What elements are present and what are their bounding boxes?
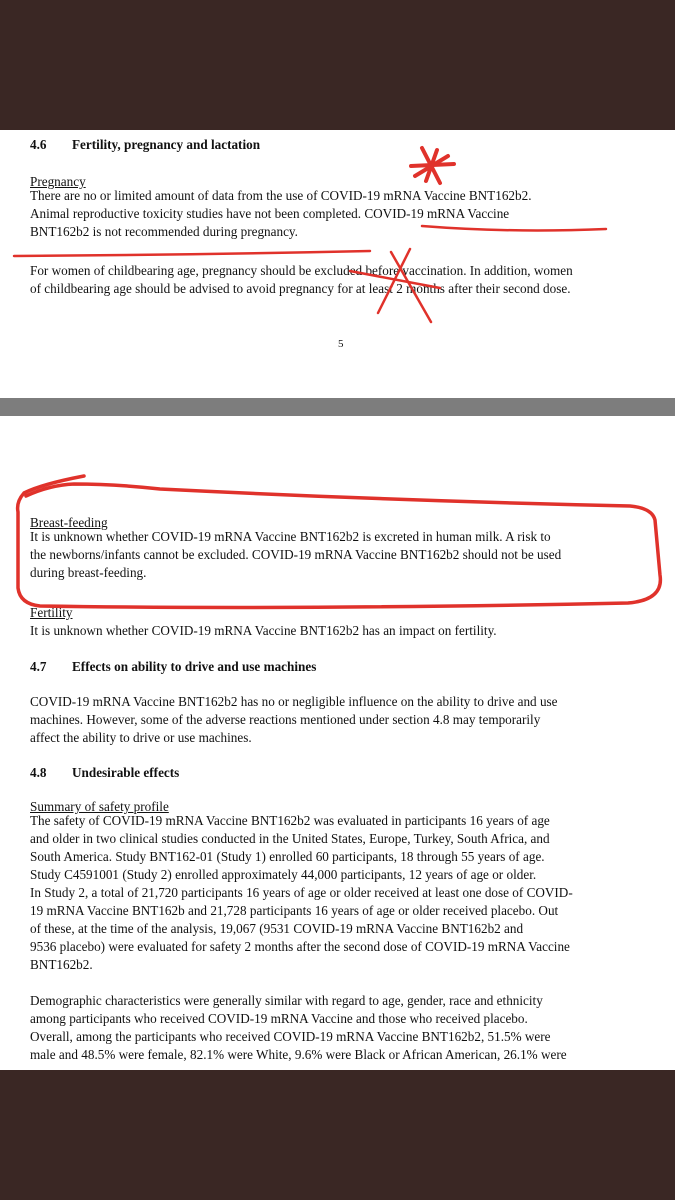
- breast-feeding-line: during breast-feeding.: [30, 565, 147, 580]
- breast-feeding-line: It is unknown whether COVID-19 mRNA Vaccine BNT162b2 is excreted in human milk. A risk to: [30, 529, 551, 544]
- safety-line: and older in two clinical studies conducted in the United States, Europe, Turkey, South Africa, and: [30, 831, 550, 846]
- safety-line: 19 mRNA Vaccine BNT162b and 21,728 participants 16 years of age or older received placebo. Out: [30, 903, 559, 918]
- demographics-line: Overall, among the participants who received COVID-19 mRNA Vaccine BNT162b2, 51.5% were: [30, 1029, 551, 1044]
- safety-line: Study C4591001 (Study 2) enrolled approximately 44,000 participants, 12 years of age or older.: [30, 867, 537, 882]
- safety-line: of these, at the time of the analysis, 19,067 (9531 COVID-19 mRNA Vaccine BNT162b2 and: [30, 921, 524, 936]
- section-title: Undesirable effects: [72, 765, 180, 780]
- document-page-1: [0, 130, 675, 398]
- pregnancy-line: There are no or limited amount of data from the use of COVID-19 mRNA Vaccine BNT162b2.: [30, 188, 532, 203]
- pregnancy-line: BNT162b2 is not recommended during pregnancy.: [30, 224, 298, 239]
- section-number: 4.7: [30, 659, 47, 674]
- safety-line: The safety of COVID-19 mRNA Vaccine BNT162b2 was evaluated in participants 16 years of age: [30, 813, 550, 828]
- pregnancy-heading: Pregnancy: [30, 174, 86, 189]
- safety-line: In Study 2, a total of 21,720 participants 16 years of age or older received at least one dose of COVID-: [30, 885, 573, 900]
- breast-feeding-line: the newborns/infants cannot be excluded. COVID-19 mRNA Vaccine BNT162b2 should not be used: [30, 547, 562, 562]
- page-number: 5: [338, 338, 344, 350]
- breast-feeding-heading: Breast-feeding: [30, 515, 108, 530]
- safety-profile-heading: Summary of safety profile: [30, 799, 169, 814]
- childbearing-line: For women of childbearing age, pregnancy should be excluded before vaccination. In addition, women: [30, 263, 573, 278]
- safety-line: South America. Study BNT162-01 (Study 1) enrolled 60 participants, 18 through 55 years of age.: [30, 849, 545, 864]
- section-title: Effects on ability to drive and use machines: [72, 659, 317, 674]
- fertility-line: It is unknown whether COVID-19 mRNA Vaccine BNT162b2 has an impact on fertility.: [30, 623, 497, 638]
- section-title: Fertility, pregnancy and lactation: [72, 137, 261, 152]
- section-47-line: affect the ability to drive or use machines.: [30, 730, 252, 745]
- pregnancy-line: Animal reproductive toxicity studies have not been completed. COVID-19 mRNA Vaccine: [30, 206, 510, 221]
- page-separator: [0, 398, 675, 416]
- section-47-line: COVID-19 mRNA Vaccine BNT162b2 has no or negligible influence on the ability to drive and use: [30, 694, 558, 709]
- safety-line: 9536 placebo) were evaluated for safety 2 months after the second dose of COVID-19 mRNA Vaccine: [30, 939, 570, 954]
- document-page-2: [0, 416, 675, 1070]
- fertility-heading: Fertility: [30, 605, 73, 620]
- section-number: 4.8: [30, 765, 47, 780]
- demographics-line: Demographic characteristics were generally similar with regard to age, gender, race and ethnicity: [30, 993, 543, 1008]
- demographics-line: among participants who received COVID-19 mRNA Vaccine and those who received placebo.: [30, 1011, 528, 1026]
- section-47-line: machines. However, some of the adverse reactions mentioned under section 4.8 may temporarily: [30, 712, 541, 727]
- section-number: 4.6: [30, 137, 47, 152]
- demographics-line: male and 48.5% were female, 82.1% were White, 9.6% were Black or African American, 26.1% were: [30, 1047, 567, 1062]
- safety-line: BNT162b2.: [30, 957, 93, 972]
- childbearing-line: of childbearing age should be advised to avoid pregnancy for at least 2 months after their second dose.: [30, 281, 571, 296]
